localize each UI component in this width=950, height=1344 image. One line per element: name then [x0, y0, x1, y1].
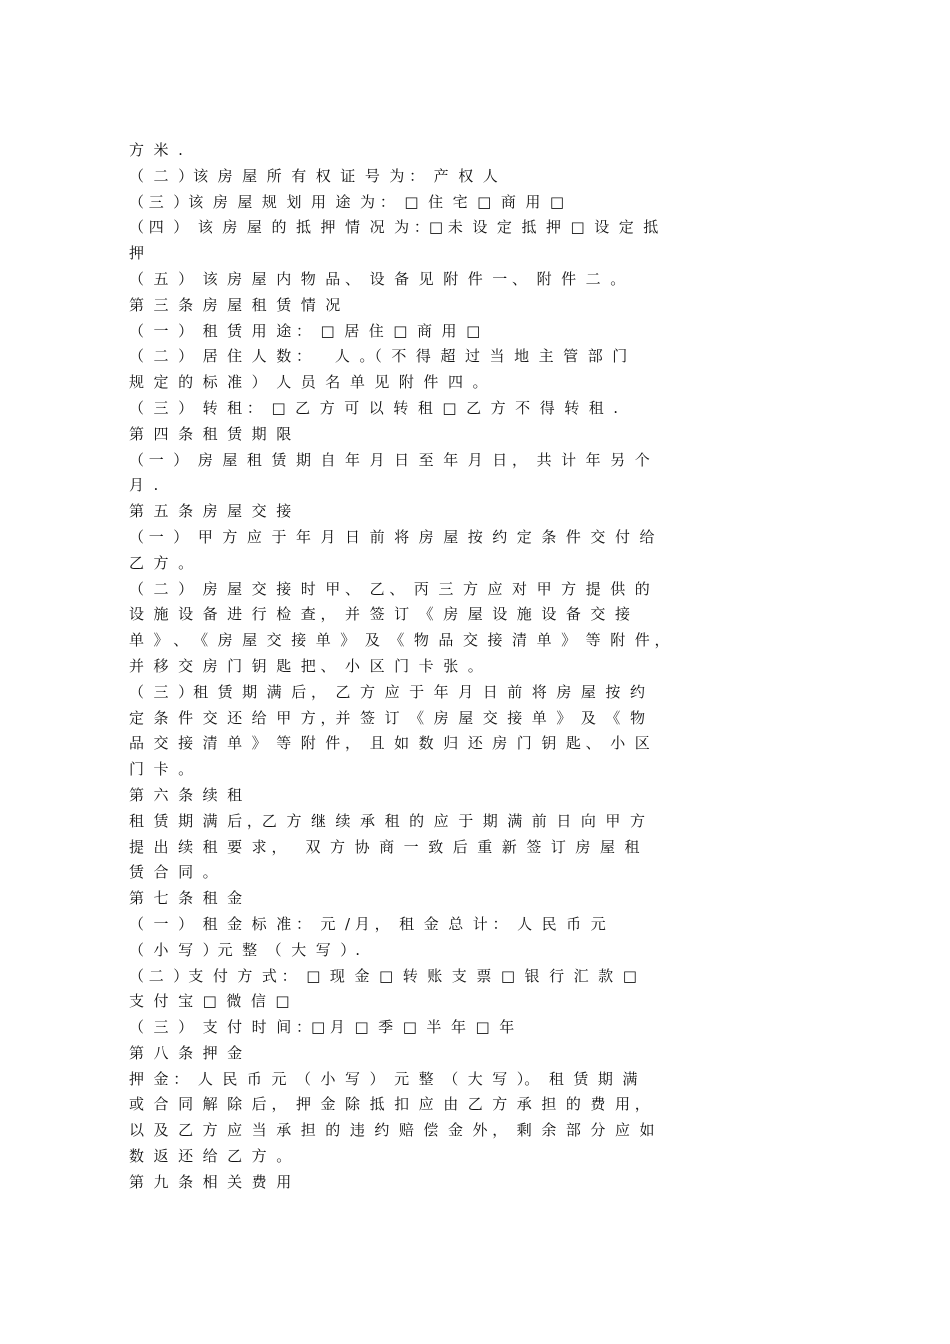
text-line: 并 移 交 房 门 钥 匙 把 、 小 区 门 卡 张 。 [129, 656, 483, 675]
text-line: 提 出 续 租 要 求 ， 双 方 协 商 一 致 后 重 新 签 订 房 屋 租 [129, 837, 640, 856]
text-line: （ 三 ） 转 租 ： □ 乙 方 可 以 转 租 □ 乙 方 不 得 转 租 . [129, 398, 619, 417]
section-heading: 第 三 条 房 屋 租 赁 情 况 [129, 295, 341, 314]
text-line: （ 五 ） 该 房 屋 内 物 品 、 设 备 见 附 件 一 、 附 件 二 。 [129, 269, 626, 288]
text-line: 月 . [129, 476, 159, 495]
text-line: （ 二 ）支 付 方 式 ： □ 现 金 □ 转 账 支 票 □ 银 行 汇 款 □ [129, 966, 637, 985]
text-line: 押 [129, 244, 145, 263]
text-line: 数 返 还 给 乙 方 。 [129, 1147, 292, 1166]
text-line: （ 一 ） 房 屋 租 赁 期 自 年 月 日 至 年 月 日 ， 共 计 年 另 个 [129, 450, 650, 469]
text-line: （ 小 写 ）元 整 （ 大 写 ）. [129, 940, 361, 959]
document-body [129, 138, 819, 1196]
text-line: （ 二 ） 居 住 人 数 ： 人 。（ 不 得 超 过 当 地 主 管 部 门 [129, 347, 628, 366]
section-heading: 第 七 条 租 金 [129, 889, 243, 908]
text-line: 品 交 接 清 单 》 等 附 件 ， 且 如 数 归 还 房 门 钥 匙 、 小 区 [129, 734, 650, 753]
section-heading: 第 八 条 押 金 [129, 1043, 243, 1062]
text-line: （ 三 ） 支 付 时 间 ：□ 月 □ 季 □ 半 年 □ 年 [129, 1018, 515, 1037]
section-heading: 第 四 条 租 赁 期 限 [129, 424, 292, 443]
text-line: 支 付 宝 □ 微 信 □ [129, 992, 290, 1011]
text-line: 租 赁 期 满 后 ，乙 方 继 续 承 租 的 应 于 期 满 前 日 向 甲 方 [129, 811, 645, 830]
text-line: 设 施 设 备 进 行 检 查 ， 并 签 订 《 房 屋 设 施 设 备 交 接 [129, 605, 630, 624]
text-line: 定 条 件 交 还 给 甲 方 ，并 签 订 《 房 屋 交 接 单 》 及 《 物 [129, 708, 645, 727]
text-line: 赁 合 同 。 [129, 863, 218, 882]
text-line: （ 四 ） 该 房 屋 的 抵 押 情 况 为 ：□ 未 设 定 抵 押 □ 设 定 抵 [129, 218, 659, 237]
text-line: （ 三 ）租 赁 期 满 后 ， 乙 方 应 于 年 月 日 前 将 房 屋 按 约 [129, 682, 645, 701]
text-line: 方 米 . [129, 141, 183, 159]
text-line: （ 一 ） 租 金 标 准 ： 元 / 月 ， 租 金 总 计 ： 人 民 币 元 [129, 914, 606, 933]
text-line: （ 一 ） 甲 方 应 于 年 月 日 前 将 房 屋 按 约 定 条 件 交 付 给 [129, 527, 655, 546]
text-line: 乙 方 。 [129, 553, 194, 572]
text-line: 规 定 的 标 准 ） 人 员 名 单 见 附 件 四 。 [129, 373, 488, 392]
section-heading: 第 六 条 续 租 [129, 785, 243, 804]
text-line: （ 二 ） 房 屋 交 接 时 甲 、 乙 、 丙 三 方 应 对 甲 方 提 供 的 [129, 579, 650, 598]
text-line: 以 及 乙 方 应 当 承 担 的 违 约 赔 偿 金 外 ， 剩 余 部 分 应 如 [129, 1121, 655, 1140]
text-line: 门 卡 。 [129, 760, 194, 779]
text-line: （ 二 ）该 房 屋 所 有 权 证 号 为 ： 产 权 人 [129, 166, 498, 185]
section-heading: 第 五 条 房 屋 交 接 [129, 502, 292, 521]
text-line: 单 》 、 《 房 屋 交 接 单 》 及 《 物 品 交 接 清 单 》 等 附 件 ， [129, 631, 670, 650]
text-line: （ 一 ） 租 赁 用 途 ： □ 居 住 □ 商 用 □ [129, 321, 481, 340]
text-line: （ 三 ）该 房 屋 规 划 用 途 为 ： □ 住 宅 □ 商 用 □ [129, 192, 565, 211]
section-heading: 第 九 条 相 关 费 用 [129, 1172, 292, 1191]
text-line: 或 合 同 解 除 后 ， 押 金 除 抵 扣 应 由 乙 方 承 担 的 费 用 ， [129, 1095, 650, 1114]
text-line: 押 金 ： 人 民 币 元 （ 小 写 ） 元 整 （ 大 写 ）。 租 赁 期 满 [129, 1069, 638, 1088]
